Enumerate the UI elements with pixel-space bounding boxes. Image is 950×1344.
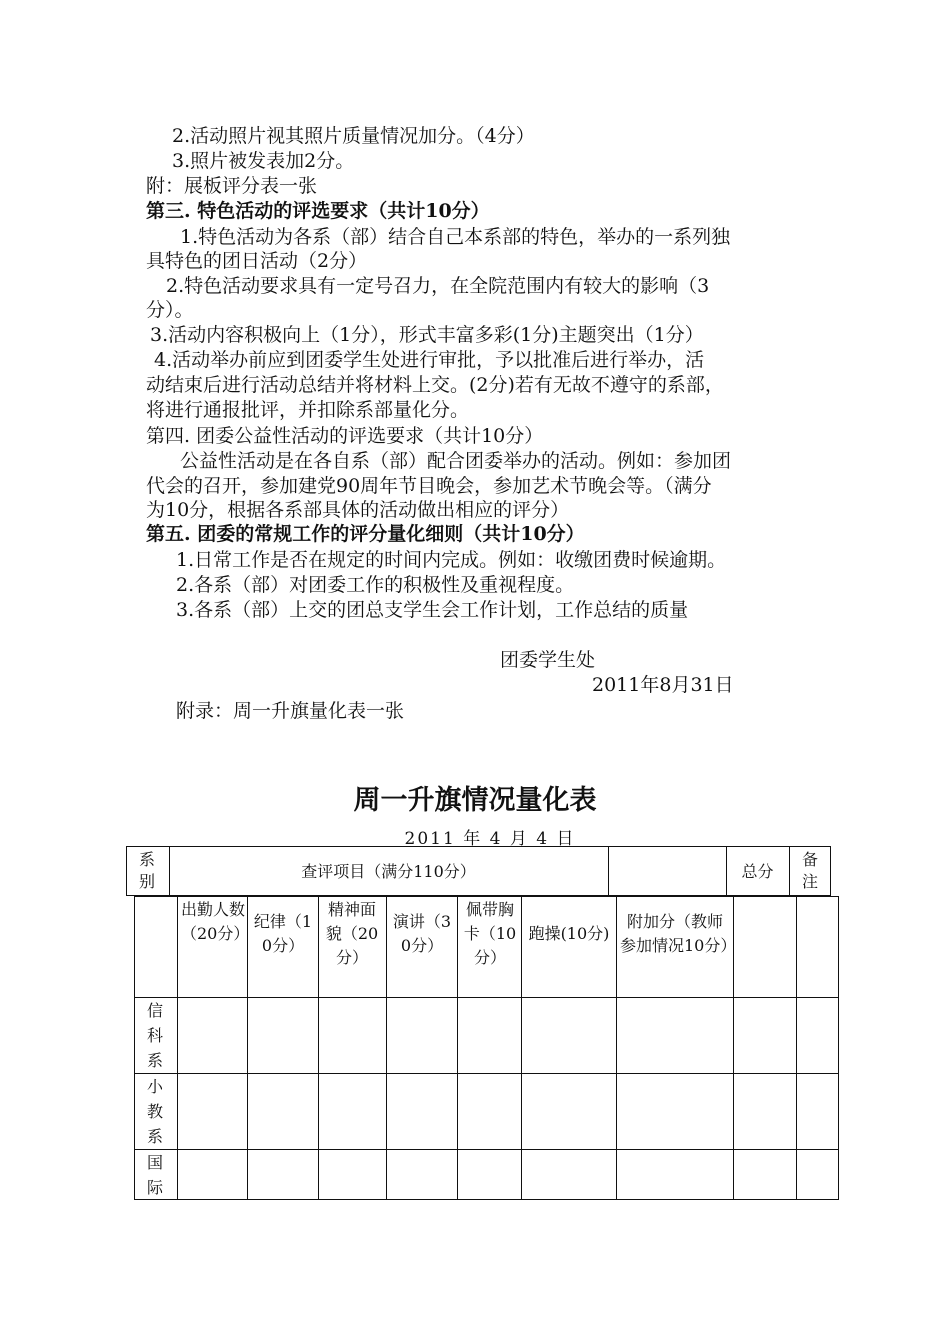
col-bonus: 附加分（教师参加情况10分）	[620, 912, 737, 955]
doc-line-18: 1.日常工作是否在规定的时间内完成。例如：收缴团费时候逾期。	[176, 549, 727, 571]
row-label: 小教系	[146, 1077, 163, 1146]
doc-line-12: 将进行通报批评，并扣除系部量化分。	[146, 399, 470, 421]
row-label: 国际	[146, 1153, 163, 1197]
doc-line-19: 2.各系（部）对团委工作的积极性及重视程度。	[176, 574, 575, 596]
doc-line-10: 4.活动举办前应到团委学生处进行审批，予以批准后进行举办，活	[154, 349, 705, 371]
col-badge: 佩带胸卡（10分）	[463, 900, 517, 967]
doc-line-20: 3.各系（部）上交的团总支学生会工作计划，工作总结的质量	[176, 599, 689, 621]
appendix-note: 附录：周一升旗量化表一张	[176, 700, 405, 722]
table-title: 周一升旗情况量化表	[353, 785, 597, 816]
doc-line-14: 公益性活动是在各自系（部）配合团委举办的活动。例如：参加团	[180, 450, 732, 472]
doc-line-1: 2.活动照片视其照片质量情况加分。（4分）	[172, 125, 535, 147]
doc-line-7: 2.特色活动要求具有一定号召力，在全院范围内有较大的影响（3	[166, 275, 710, 297]
col-speech: 演讲（30分）	[392, 912, 452, 955]
doc-line-8: 分）。	[146, 299, 194, 321]
section-5-heading: 第五. 团委的常规工作的评分量化细则（共计10分）	[146, 523, 585, 545]
doc-line-5: 1.特色活动为各系（部）结合自己本系部的特色，举办的一系列独	[180, 226, 731, 248]
doc-line-9: 3.活动内容积极向上（1分），形式丰富多彩(1分)主题突出（1分）	[150, 324, 704, 346]
col-spirit: 精神面貌（20分）	[325, 900, 379, 967]
doc-line-6: 具特色的团日活动（2分）	[146, 250, 368, 272]
sign-date: 2011年8月31日	[592, 674, 734, 696]
header-items: 查评项目（满分110分）	[301, 862, 476, 881]
table-date: 2011 年 4 月 4 日	[404, 829, 576, 849]
doc-line-16: 为10分，根据各系部具体的活动做出相应的评分）	[146, 499, 570, 521]
doc-line-11: 动结束后进行活动总结并将材料上交。(2分)若有无故不遵守的系部，	[146, 374, 724, 396]
header-remark: 备注	[801, 850, 818, 891]
signature: 团委学生处	[500, 649, 596, 671]
col-discipline: 纪律（10分）	[253, 912, 313, 955]
doc-line-15: 代会的召开，参加建党90周年节目晚会，参加艺术节晚会等。（满分	[146, 475, 712, 497]
header-dept: 系别	[138, 850, 155, 891]
section-4-heading: 第四. 团委公益性活动的评选要求（共计10分）	[146, 425, 544, 447]
doc-line-3: 附：展板评分表一张	[146, 175, 318, 197]
header-total: 总分	[741, 862, 774, 881]
col-attendance: 出勤人数（20分）	[181, 900, 250, 943]
doc-line-2: 3.照片被发表加2分。	[172, 150, 355, 172]
section-3-heading: 第三. 特色活动的评选要求（共计10分）	[146, 200, 490, 222]
col-exercise: 跑操(10分)	[528, 924, 610, 943]
row-label: 信科系	[146, 1001, 163, 1070]
